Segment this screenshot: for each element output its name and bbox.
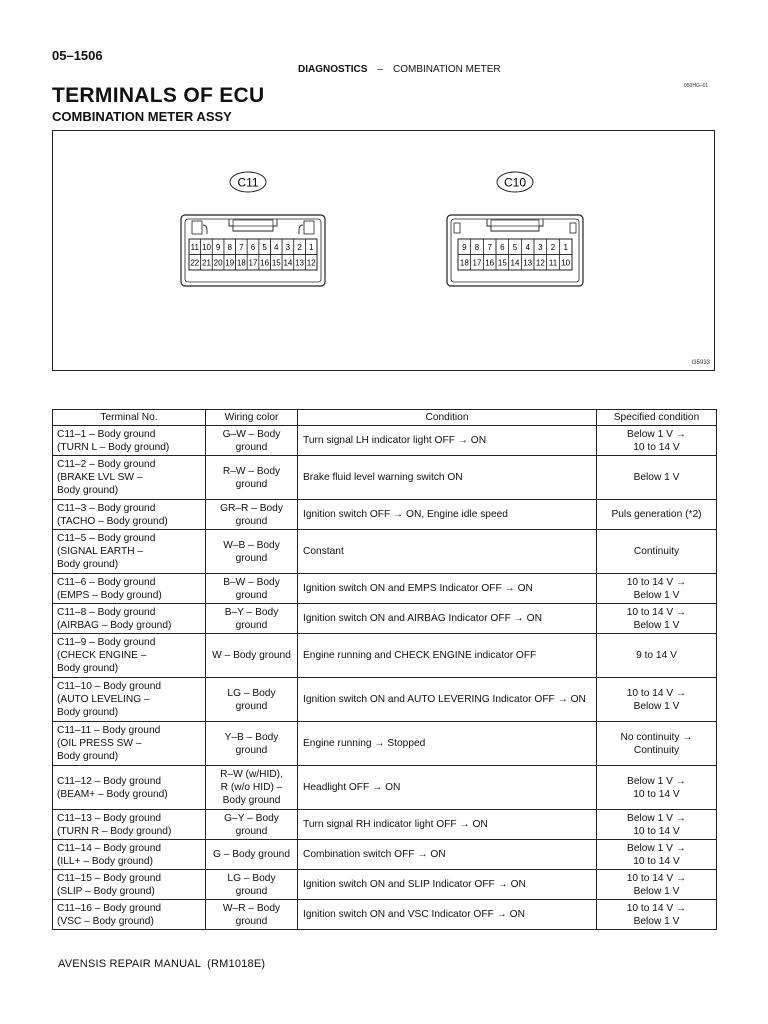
wiring-color-cell: Y–B – Body ground <box>206 722 298 766</box>
table-row <box>53 500 717 530</box>
table-row <box>53 722 717 766</box>
terminal-cell: C11–12 – Body ground (BEAM+ – Body ground) <box>53 766 206 810</box>
pin-number: 4 <box>525 243 530 252</box>
section-separator: – <box>377 64 384 75</box>
pin-number: 17 <box>248 258 258 268</box>
specified-condition-cell: Continuity <box>597 530 717 574</box>
specified-condition-cell: 10 to 14 V → Below 1 V <box>597 574 717 604</box>
specified-condition-cell: 10 to 14 V → Below 1 V <box>597 870 717 900</box>
pin-number: 13 <box>295 258 304 268</box>
pin-number: 16 <box>260 258 270 268</box>
specified-condition-cell: 10 to 14 V → Below 1 V <box>597 678 717 722</box>
table-row <box>53 456 717 500</box>
pin-number: 14 <box>283 258 293 268</box>
section-header <box>298 64 501 75</box>
footer <box>58 958 265 970</box>
pin-number: 1 <box>563 243 568 252</box>
pin-number: 11 <box>548 258 558 268</box>
pin-number: 21 <box>202 258 211 268</box>
pin-number: 18 <box>236 258 246 268</box>
pin-number: 9 <box>462 243 467 252</box>
wiring-color-cell: G – Body ground <box>206 840 298 870</box>
specified-condition-cell: 9 to 14 V <box>597 634 717 678</box>
subsection-name: COMBINATION METER <box>393 64 501 75</box>
terminal-cell: C11–14 – Body ground (ILL+ – Body ground) <box>53 840 206 870</box>
pin-number: 19 <box>225 258 235 268</box>
specified-condition-cell: Below 1 V → 10 to 14 V <box>597 840 717 870</box>
pin-number: 7 <box>487 243 492 252</box>
page-number: 05–1506 <box>52 48 103 63</box>
specified-condition-cell: Puls generation (*2) <box>597 500 717 530</box>
diagram-code: I35933 <box>691 360 710 366</box>
pin-number: 12 <box>535 258 545 268</box>
terminal-cell: C11–3 – Body ground (TACHO – Body ground) <box>53 500 206 530</box>
specified-condition-cell: 10 to 14 V → Below 1 V <box>597 900 717 930</box>
specified-condition-cell: Below 1 V → 10 to 14 V <box>597 810 717 840</box>
wiring-color-cell: W–B – Body ground <box>206 530 298 574</box>
header-terminal: Terminal No. <box>53 410 206 426</box>
condition-cell: Ignition switch ON and AIRBAG Indicator OFF → ON <box>298 604 597 634</box>
pin-number: 3 <box>285 243 291 252</box>
wiring-color-cell: B–W – Body ground <box>206 574 298 604</box>
condition-cell: Headlight OFF → ON <box>298 766 597 810</box>
pin-number: 2 <box>297 243 302 252</box>
wiring-color-cell: LG – Body ground <box>206 870 298 900</box>
reference-code: 050HG–01 <box>684 83 709 89</box>
section-name: DIAGNOSTICS <box>298 64 368 75</box>
pin-number: 3 <box>538 243 543 252</box>
condition-cell: Ignition switch ON and AUTO LEVERING Indicator OFF → ON <box>298 678 597 722</box>
specified-condition-cell: Below 1 V → 10 to 14 V <box>597 426 717 456</box>
pin-number: 22 <box>190 258 200 268</box>
pin-number: 6 <box>500 243 505 252</box>
table-row <box>53 634 717 678</box>
wiring-color-cell: GR–R – Body ground <box>206 500 298 530</box>
pin-number: 10 <box>202 243 211 252</box>
wiring-color-cell: LG – Body ground <box>206 678 298 722</box>
terminal-cell: C11–15 – Body ground (SLIP – Body ground) <box>53 870 206 900</box>
table-row <box>53 574 717 604</box>
specified-condition-cell: Below 1 V → 10 to 14 V <box>597 766 717 810</box>
condition-cell: Ignition switch OFF → ON, Engine idle speed <box>298 500 597 530</box>
terminal-cell: C11–6 – Body ground (EMPS – Body ground) <box>53 574 206 604</box>
footer-manual: AVENSIS REPAIR MANUAL <box>58 958 202 970</box>
pin-number: 2 <box>550 243 556 252</box>
c11-label: C11 <box>237 175 259 190</box>
terminal-cell: C11–16 – Body ground (VSC – Body ground) <box>53 900 206 930</box>
wiring-color-cell: R–W (w/HID), R (w/o HID) – Body ground <box>206 766 298 810</box>
condition-cell: Combination switch OFF → ON <box>298 840 597 870</box>
table-row <box>53 604 717 634</box>
pin-number: 13 <box>523 258 533 268</box>
terminal-cell: C11–10 – Body ground (AUTO LEVELING – Body ground) <box>53 678 206 722</box>
terminal-cell: C11–2 – Body ground (BRAKE LVL SW – Body ground) <box>53 456 206 500</box>
condition-cell: Ignition switch ON and SLIP Indicator OFF → ON <box>298 870 597 900</box>
terminal-table <box>52 409 717 930</box>
table-row <box>53 870 717 900</box>
table-row <box>53 840 717 870</box>
wiring-color-cell: R–W – Body ground <box>206 456 298 500</box>
wiring-color-cell: B–Y – Body ground <box>206 604 298 634</box>
pin-number: 4 <box>274 243 279 252</box>
terminal-cell: C11–1 – Body ground (TURN L – Body ground) <box>53 426 206 456</box>
wiring-color-cell: W – Body ground <box>206 634 298 678</box>
header-wiring-color: Wiring color <box>206 410 298 426</box>
pin-number: 16 <box>485 258 495 268</box>
condition-cell: Turn signal RH indicator light OFF → ON <box>298 810 597 840</box>
condition-cell: Engine running and CHECK ENGINE indicator OFF <box>298 634 597 678</box>
table-row <box>53 900 717 930</box>
pin-number: 15 <box>271 258 281 268</box>
terminal-cell: C11–13 – Body ground (TURN R – Body ground) <box>53 810 206 840</box>
wiring-color-cell: G–Y – Body ground <box>206 810 298 840</box>
footer-code: (RM1018E) <box>207 958 266 970</box>
connector-diagram-svg <box>53 131 716 372</box>
table-header-row <box>53 410 717 426</box>
page-subtitle: COMBINATION METER ASSY <box>52 109 232 124</box>
pin-number: 17 <box>472 258 482 268</box>
c10-connector <box>447 215 583 286</box>
pin-number: 6 <box>250 243 256 252</box>
pin-number: 5 <box>512 243 518 252</box>
c10-label: C10 <box>503 175 527 190</box>
pin-number: 1 <box>308 243 314 252</box>
condition-cell: Ignition switch ON and EMPS Indicator OFF → ON <box>298 574 597 604</box>
pin-number: 18 <box>459 258 469 268</box>
pin-number: 9 <box>215 243 221 252</box>
condition-cell: Ignition switch ON and VSC Indicator OFF → ON <box>298 900 597 930</box>
specified-condition-cell: No continuity → Continuity <box>597 722 717 766</box>
pin-number: 5 <box>262 243 267 252</box>
table-row <box>53 530 717 574</box>
table-row <box>53 766 717 810</box>
specified-condition-cell: 10 to 14 V → Below 1 V <box>597 604 717 634</box>
pin-number: 8 <box>474 243 480 252</box>
header-specified-condition: Specified condition <box>597 410 717 426</box>
condition-cell: Brake fluid level warning switch ON <box>298 456 597 500</box>
pin-number: 8 <box>227 243 232 252</box>
pin-number: 12 <box>306 258 316 268</box>
terminal-cell: C11–9 – Body ground (CHECK ENGINE – Body ground) <box>53 634 206 678</box>
terminal-cell: C11–5 – Body ground (SIGNAL EARTH – Body ground) <box>53 530 206 574</box>
page-title: TERMINALS OF ECU <box>52 84 265 107</box>
connector-diagram <box>52 130 715 371</box>
pin-number: 14 <box>510 258 520 268</box>
condition-cell: Engine running → Stopped <box>298 722 597 766</box>
table-row <box>53 426 717 456</box>
table-row <box>53 810 717 840</box>
condition-cell: Turn signal LH indicator light OFF → ON <box>298 426 597 456</box>
condition-cell: Constant <box>298 530 597 574</box>
pin-number: 20 <box>213 258 223 268</box>
header-condition: Condition <box>298 410 597 426</box>
terminal-cell: C11–11 – Body ground (OIL PRESS SW – Body ground) <box>53 722 206 766</box>
wiring-color-cell: W–R – Body ground <box>206 900 298 930</box>
pin-number: 15 <box>497 258 507 268</box>
c11-connector <box>181 215 325 286</box>
pin-number: 10 <box>561 258 571 268</box>
specified-condition-cell: Below 1 V <box>597 456 717 500</box>
pin-number: 7 <box>239 243 244 252</box>
table-row <box>53 678 717 722</box>
terminal-cell: C11–8 – Body ground (AIRBAG – Body ground) <box>53 604 206 634</box>
pin-number: 11 <box>190 243 199 252</box>
wiring-color-cell: G–W – Body ground <box>206 426 298 456</box>
